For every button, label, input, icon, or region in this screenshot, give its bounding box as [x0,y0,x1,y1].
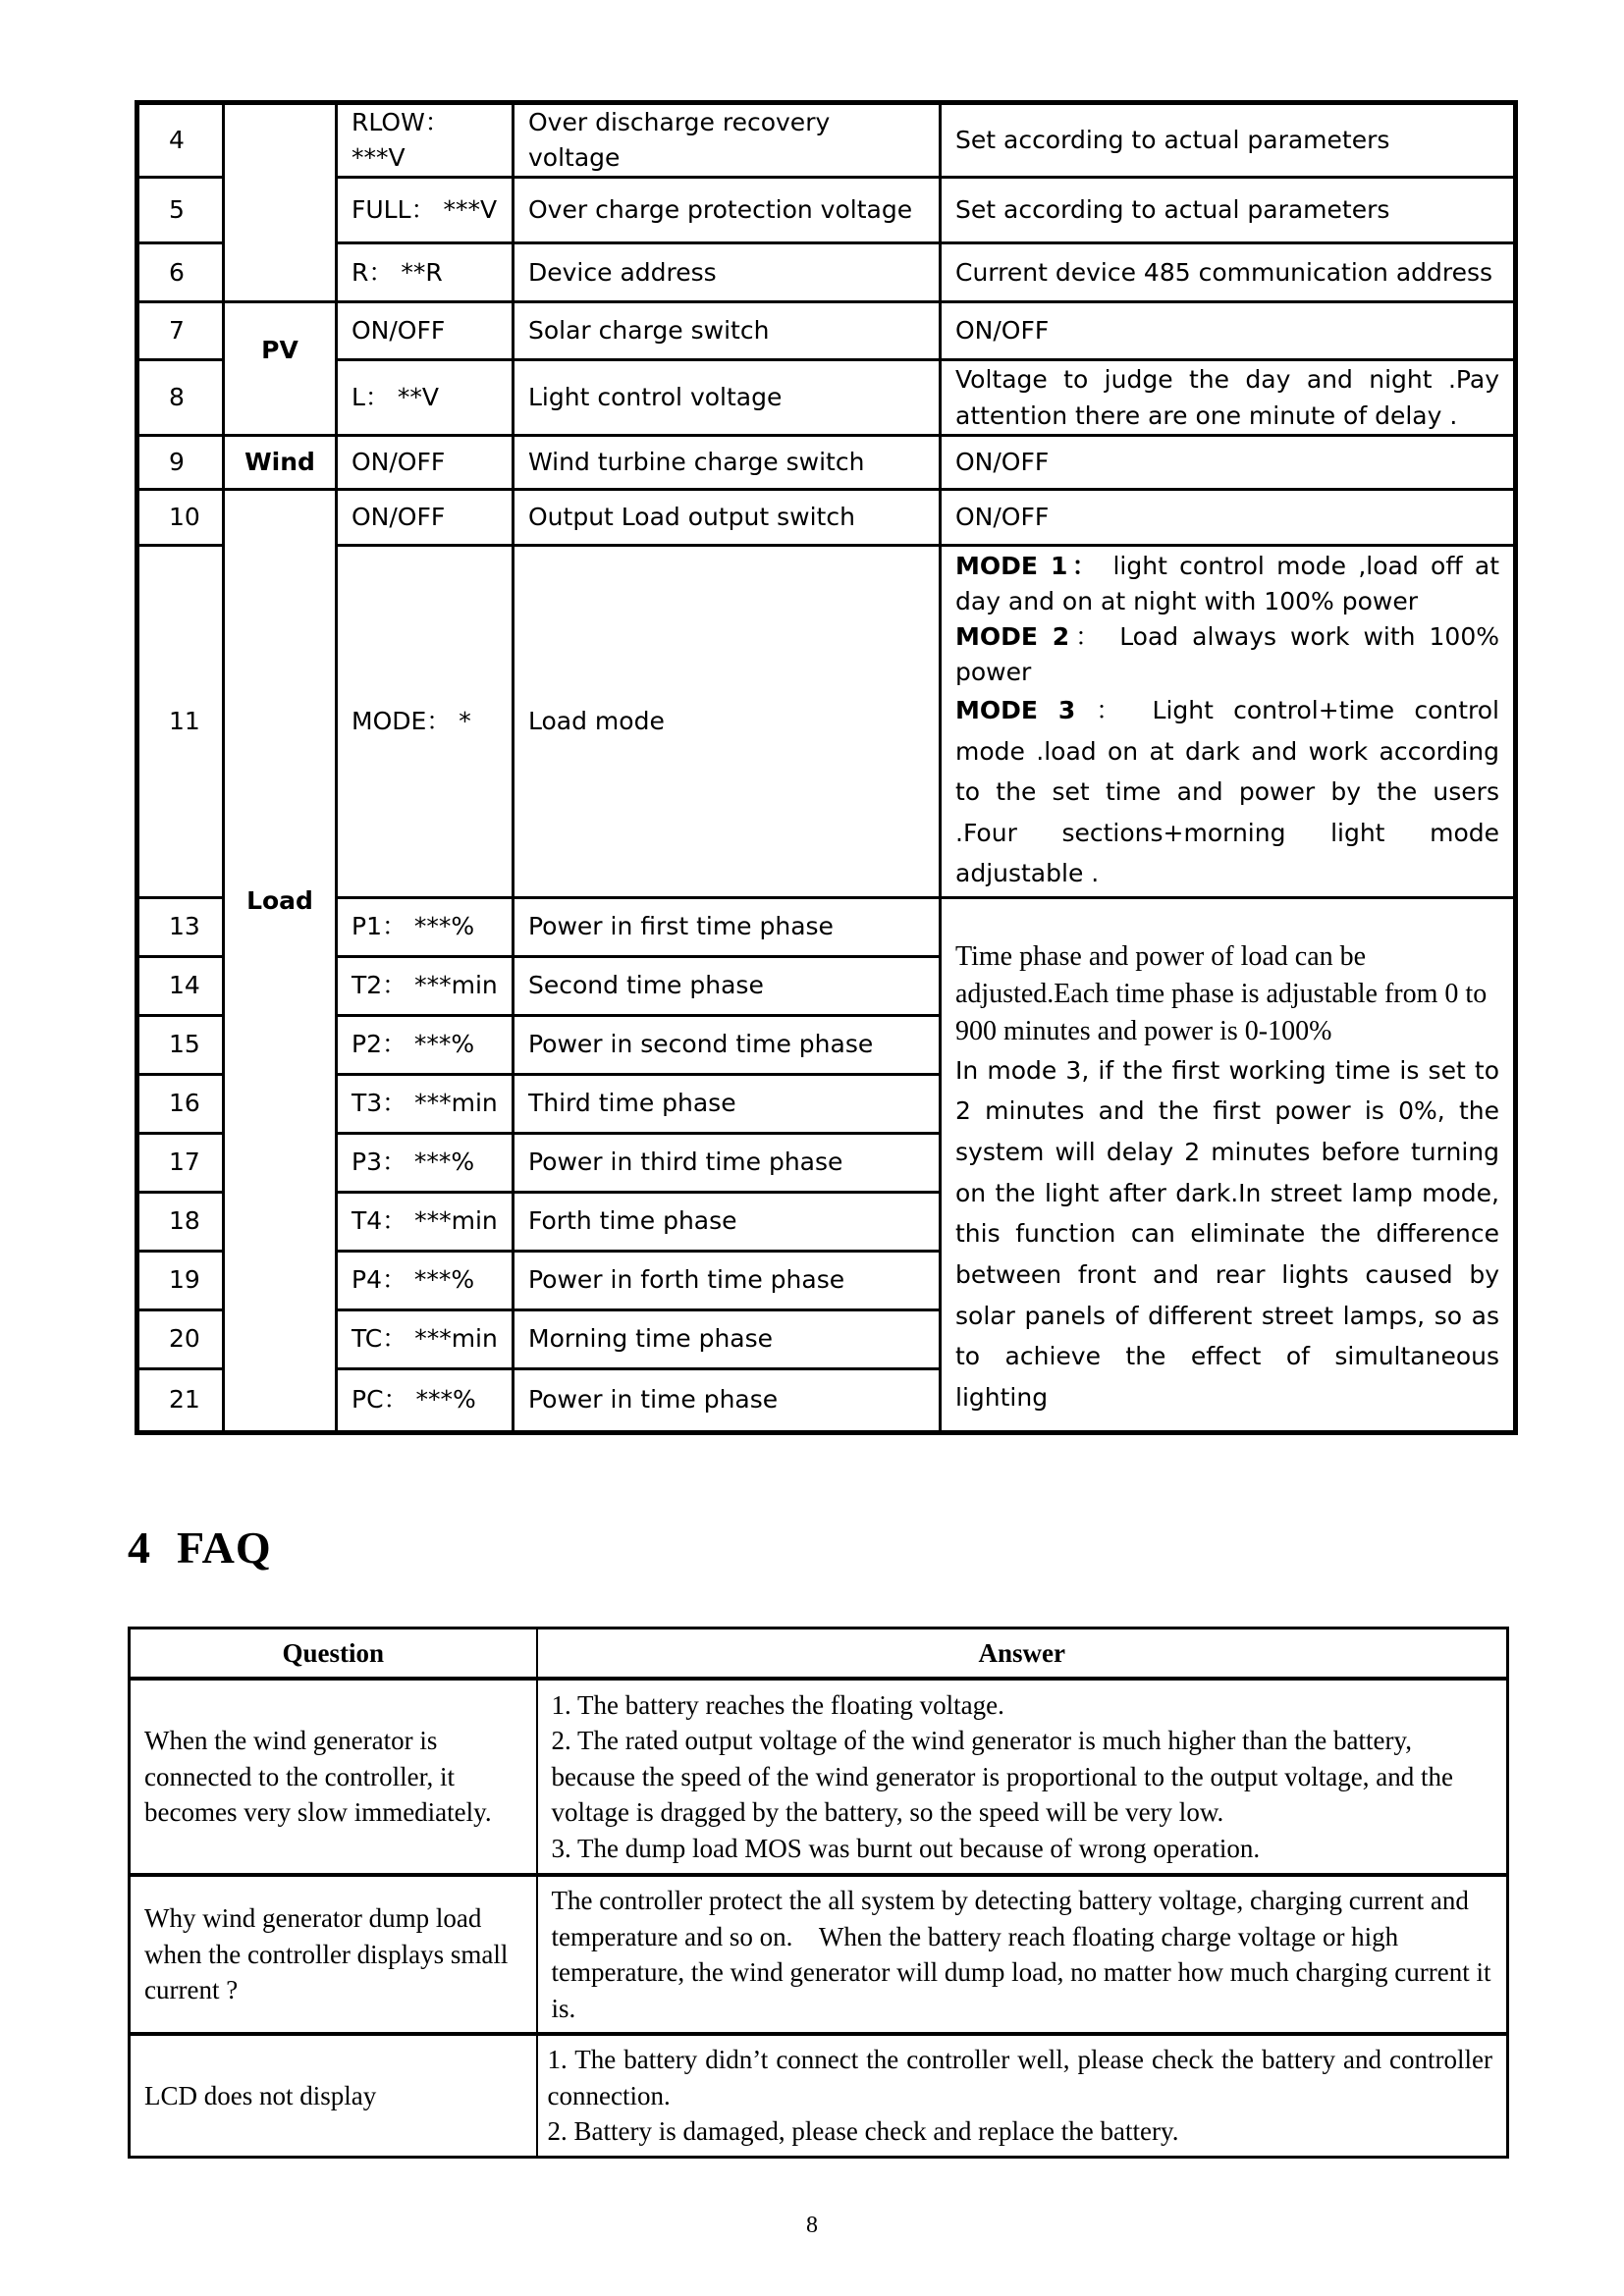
param-desc: ON/OFF [941,302,1516,360]
faq-question: LCD does not display [130,2034,537,2157]
mode-1-desc [955,549,1499,619]
row-number: 4 [137,103,224,178]
row-number: 17 [137,1133,224,1192]
mode-3-text: ： Light control+time control mode .load on at dark and work according to the set time and power by the users .Four sections+morning light mode adjustable . [955,696,1499,887]
param-name: Load mode [514,546,941,898]
row-number: 11 [137,546,224,898]
param-name: Forth time phase [514,1192,941,1251]
time-phase-description [941,897,1516,1432]
mode-2-text: ： Load always work with 100% power [955,622,1499,686]
section-number: 4 [128,1522,151,1573]
param-code: T2： ***min [337,956,514,1015]
table-row [137,360,1516,436]
param-desc: Voltage to judge the day and night .Pay attention there are one minute of delay . [941,360,1516,436]
faq-answer [537,1679,1508,1875]
param-code: RLOW：***V [337,103,514,178]
load-mode-description [941,546,1516,898]
table-row [137,103,1516,178]
row-number: 19 [137,1251,224,1309]
table-row [137,436,1516,490]
param-desc: ON/OFF [941,490,1516,546]
param-code: P1： ***% [337,897,514,956]
param-code: ON/OFF [337,302,514,360]
mode-2-label: MODE 2 [955,622,1070,651]
answer-line: 1. The battery didn’t connect the controller well, please check the battery and controller connection. [547,2045,1492,2110]
time-phase-summary: Time phase and power of load can be adjusted.Each time phase is adjustable from 0 to 900 minutes and power is 0-100% [955,940,1488,1046]
row-number: 7 [137,302,224,360]
param-name: Over discharge recovery voltage [514,103,941,178]
group-label-load [224,490,337,1433]
mode-3-label: MODE 3 [955,696,1097,724]
answer-line: 2. The rated output voltage of the wind generator is much higher than the battery, because the speed of the wind generator is proportional to the output voltage, and the voltage is dragged by the battery, so the speed will be very low. [551,1726,1453,1828]
mode-3-delay-note: In mode 3, if the first working time is set to 2 minutes and the first power is 0%, the system will delay 2 minutes before turning on the light after dark.In street lamp mode, this function can eliminate the difference between front and rear lights caused by solar panels of different street lamps, so as to achieve the effect of simultaneous lighting [955,1055,1499,1413]
param-desc: Set according to actual parameters [941,103,1516,178]
answer-line: 1. The battery reaches the floating voltage. [551,1689,1004,1720]
faq-section-title [128,1522,272,1574]
param-name: Power in time phase [514,1368,941,1432]
param-code: P2： ***% [337,1015,514,1074]
row-number: 16 [137,1074,224,1133]
row-number: 10 [137,490,224,546]
table-row [137,490,1516,546]
param-name: Power in third time phase [514,1133,941,1192]
param-name: Power in forth time phase [514,1251,941,1309]
param-code: TC： ***min [337,1309,514,1368]
faq-question: When the wind generator is connected to the controller, it becomes very slow immediately. [130,1679,537,1875]
param-code: MODE： * [337,546,514,898]
param-name: Second time phase [514,956,941,1015]
mode-2-desc [955,619,1499,690]
parameter-table [135,100,1518,1435]
param-code: L： **V [337,360,514,436]
param-name: Power in first time phase [514,897,941,956]
param-code: PC： ***% [337,1368,514,1432]
faq-row [130,1875,1508,2034]
row-number: 13 [137,897,224,956]
param-name: Morning time phase [514,1309,941,1368]
row-number: 8 [137,360,224,436]
faq-table [128,1627,1509,2159]
table-row [137,302,1516,360]
table-row [137,243,1516,302]
group-label-pv: PV [224,302,337,436]
row-number: 5 [137,178,224,243]
param-name: Wind turbine charge switch [514,436,941,490]
param-name: Solar charge switch [514,302,941,360]
param-desc: Current device 485 communication address [941,243,1516,302]
table-row [137,178,1516,243]
param-name: Power in second time phase [514,1015,941,1074]
faq-header-row [130,1629,1508,1680]
mode-1-text: light control mode ,load off at day and on at night with 100% power [955,552,1499,615]
faq-question: Why wind generator dump load when the controller displays small current ? [130,1875,537,2034]
row-number: 20 [137,1309,224,1368]
table-row [137,897,1516,956]
row-number: 6 [137,243,224,302]
answer-header: Answer [537,1629,1508,1680]
mode-3-desc [955,690,1499,894]
row-number: 15 [137,1015,224,1074]
row-number: 21 [137,1368,224,1432]
group-label-load-text: Load [246,886,313,915]
group-cell-empty [224,103,337,302]
param-code: R： **R [337,243,514,302]
section-title: FAQ [177,1522,272,1573]
table-row [137,546,1516,898]
param-desc: ON/OFF [941,436,1516,490]
param-code: P4： ***% [337,1251,514,1309]
answer-line: 3. The dump load MOS was burnt out because of wrong operation. [551,1833,1261,1863]
param-name: Over charge protection voltage [514,178,941,243]
page-number: 8 [806,2213,818,2238]
param-name: Output Load output switch [514,490,941,546]
question-header: Question [130,1629,537,1680]
answer-line: 2. Battery is damaged, please check and replace the battery. [547,2116,1179,2146]
param-code: FULL： ***V [337,178,514,243]
row-number: 14 [137,956,224,1015]
param-name: Device address [514,243,941,302]
param-code: P3： ***% [337,1133,514,1192]
mode-1-label: MODE 1： [955,552,1102,580]
faq-answer [537,2034,1508,2157]
faq-answer [537,1875,1508,2034]
group-label-wind: Wind [224,436,337,490]
row-number: 18 [137,1192,224,1251]
param-code: T3： ***min [337,1074,514,1133]
param-desc: Set according to actual parameters [941,178,1516,243]
answer-line: The controller protect the all system by detecting battery voltage, charging current and temperature and so on. When the battery reach floating charge voltage or high temperature, the wind generator will dump load, no matter how much charging current it is. [551,1886,1498,2023]
param-code: T4： ***min [337,1192,514,1251]
param-code: ON/OFF [337,490,514,546]
param-name: Light control voltage [514,360,941,436]
row-number: 9 [137,436,224,490]
faq-row [130,2034,1508,2157]
faq-row [130,1679,1508,1875]
param-code: ON/OFF [337,436,514,490]
param-name: Third time phase [514,1074,941,1133]
